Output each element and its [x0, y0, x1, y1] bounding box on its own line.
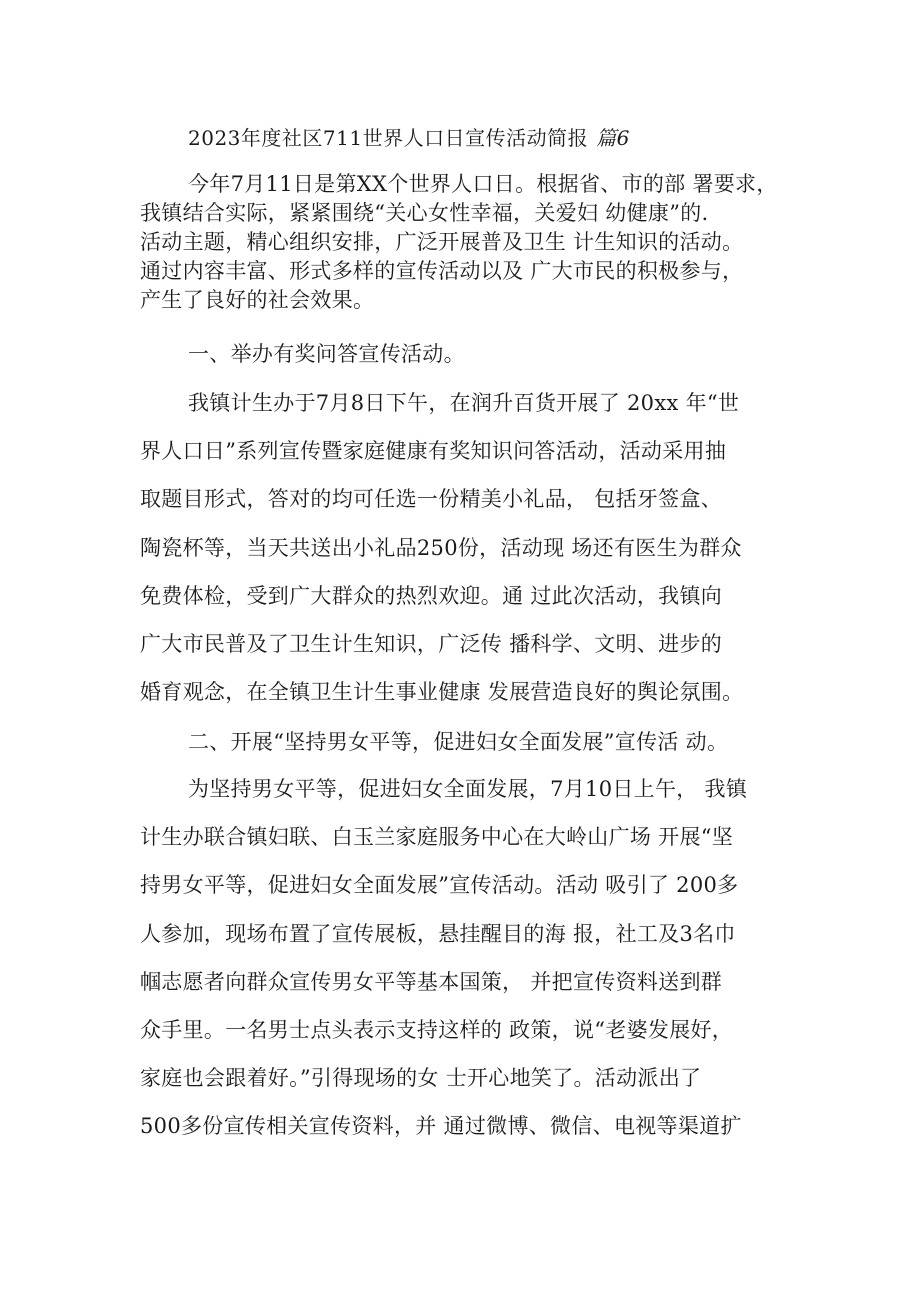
title-suffix: 篇6	[596, 126, 630, 150]
paragraph-intro	[140, 170, 800, 315]
text-line: 界人口日”系列宣传暨家庭健康有奖知识问答活动，活动采用抽	[140, 439, 727, 464]
text-line: 帼志愿者向群众宣传男女平等基本国策， 并把宣传资料送到群	[140, 969, 723, 994]
heading-text: 二、开展“坚持男女平等，促进妇女全面发展”宣传活 动。	[188, 730, 729, 754]
text-line: 广大市民普及了卫生计生知识，广泛传 播科学、文明、进步的	[140, 631, 723, 656]
text-line: 通过内容丰富、形式多样的宣传活动以及 广大市民的积极参与，	[140, 259, 744, 283]
text-line: 产生了良好的社会效果。	[140, 288, 375, 312]
text-line: 500多份宣传相关宣传资料，并 通过微博、微信、电视等渠道扩	[140, 1114, 742, 1139]
title-text: 2023年度社区711世界人口日宣传活动简报	[188, 126, 589, 150]
text-line: 陶瓷杯等，当天共送出小礼品250份，活动现 场还有医生为群众	[140, 535, 742, 560]
text-line: 持男女平等，促进妇女全面发展”宣传活动。活动 吸引了 200多	[140, 873, 739, 898]
heading-text: 一、举办有奖问答宣传活动。	[188, 342, 465, 366]
text-line: 活动主题，精心组织安排，广泛开展普及卫生 计生知识的活动。	[140, 230, 744, 254]
text-line: 人参加，现场布置了宣传展板，悬挂醒目的海 报，社工及3名巾	[140, 921, 736, 946]
text-line: 众手里。一名男士点头表示支持这样的 政策，说“老婆发展好，	[140, 1017, 734, 1042]
document-title	[188, 122, 630, 151]
text-line: 取题目形式，答对的均可任选一份精美小礼品， 包括牙签盒、	[140, 487, 723, 512]
paragraph-quiz	[140, 379, 800, 716]
text-line: 今年7月11日是第XX个世界人口日。根据省、市的部 署要求，	[188, 172, 778, 196]
text-line: 我镇计生办于7月8日下午，在润升百货开展了 20xx 年“世	[188, 391, 740, 415]
text-line: 计生办联合镇妇联、白玉兰家庭服务中心在大岭山广场 开展“坚	[140, 825, 734, 850]
text-line: 为坚持男女平等，促进妇女全面发展，7月10日上午， 我镇	[188, 777, 748, 801]
section-heading-2	[140, 718, 800, 766]
text-line: 我镇结合实际，紧紧围绕“关心女性幸福，关爱妇 幼健康”的.	[140, 201, 709, 225]
text-line: 婚育观念，在全镇卫生计生事业健康 发展营造良好的舆论氛围。	[140, 680, 744, 705]
text-line: 免费体检，受到广大群众的热烈欢迎。通 过此次活动，我镇向	[140, 583, 723, 608]
text-line: 家庭也会跟着好。”引得现场的女 士开心地笑了。活动派出了	[140, 1066, 702, 1091]
section-heading-1	[140, 330, 800, 378]
paragraph-equality	[140, 765, 800, 1151]
